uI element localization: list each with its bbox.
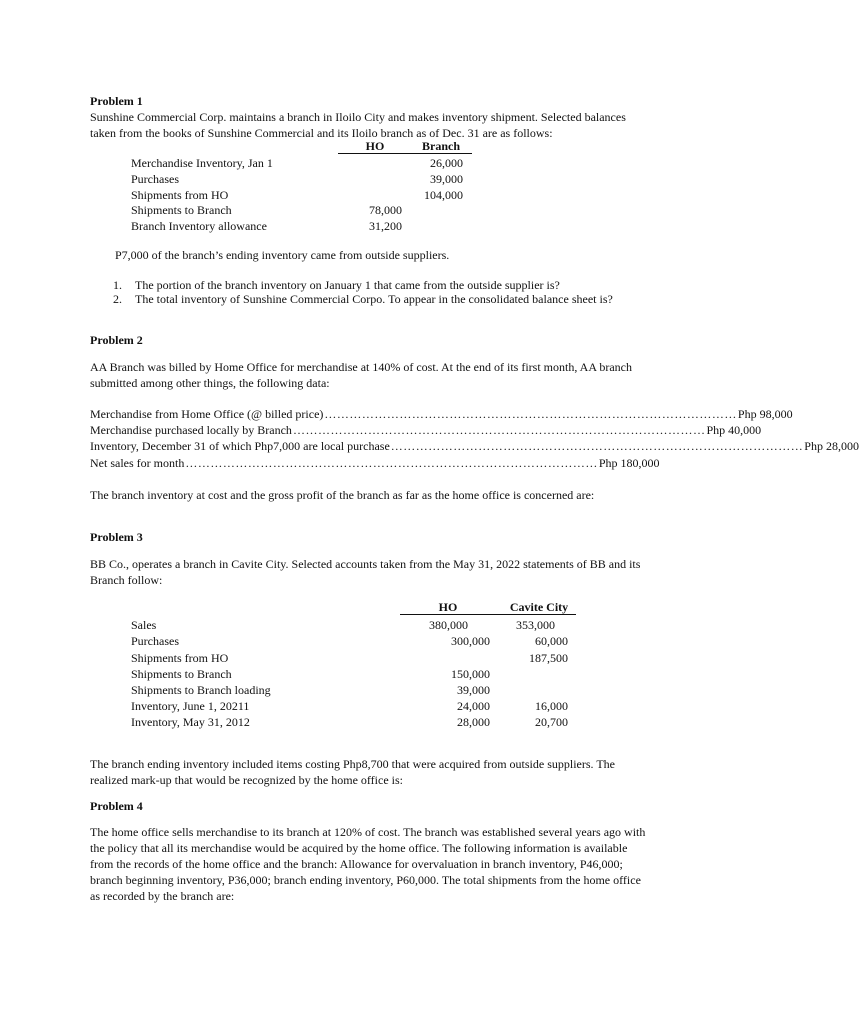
- problem3-row-branch: 353,000: [516, 618, 555, 632]
- problem3-row-label: Sales: [131, 618, 157, 632]
- problem2-question: The branch inventory at cost and the gross profit of the branch as far as the home office is concerned are:: [90, 488, 595, 502]
- dot-leader: ………………………………………………………………………………………: [292, 423, 706, 437]
- problem4-line: branch beginning inventory, P36,000; branch ending inventory, P60,000. The total shipments from the home office: [90, 873, 641, 887]
- problem1-note: P7,000 of the branch’s ending inventory came from outside suppliers.: [115, 248, 450, 262]
- dot-leader: ………………………………………………………………………………………: [390, 439, 804, 453]
- problem1-row-branch: 39,000: [430, 172, 463, 186]
- problem3-col-branch: Cavite City: [509, 600, 569, 614]
- problem1-row-ho: 78,000: [369, 203, 402, 217]
- problem1-row-label: Merchandise Inventory, Jan 1: [131, 156, 273, 170]
- problem3-row-label: Inventory, June 1, 20211: [131, 699, 250, 713]
- problem3-row-ho: 24,000: [457, 699, 490, 713]
- problem4-line: the policy that all its merchandise would be acquired by the home office. The following information is available: [90, 841, 628, 855]
- problem1-row-label: Shipments to Branch: [131, 203, 232, 217]
- problem3-intro-line2: Branch follow:: [90, 573, 163, 587]
- item-label: Net sales for month: [90, 456, 185, 470]
- problem2-item: [90, 455, 660, 471]
- problem3-row-label: Purchases: [131, 634, 179, 648]
- problem4-line: from the records of the home office and the branch: Allowance for overvaluation in branch inventory, P46,000;: [90, 857, 623, 871]
- problem2-intro-line1: AA Branch was billed by Home Office for merchandise at 140% of cost. At the end of its first month, AA branch: [90, 360, 632, 374]
- problem3-row-ho: 39,000: [457, 683, 490, 697]
- problem1-title: Problem 1: [90, 94, 143, 108]
- problem1-row-label: Purchases: [131, 172, 179, 186]
- problem1-intro-line2: taken from the books of Sunshine Commercial and its Iloilo branch as of Dec. 31 are as follows:: [90, 126, 553, 140]
- problem4-line: The home office sells merchandise to its branch at 120% of cost. The branch was established several years ago with: [90, 825, 646, 839]
- problem1-row-branch: 26,000: [430, 156, 463, 170]
- problem1-question-item: [113, 291, 613, 307]
- problem4-title: Problem 4: [90, 799, 143, 813]
- problem1-intro-line1: Sunshine Commercial Corp. maintains a branch in Iloilo City and makes inventory shipment. Selected balances: [90, 110, 626, 124]
- problem1-row-label: Branch Inventory allowance: [131, 219, 267, 233]
- item-value: Php 180,000: [598, 456, 660, 470]
- problem2-title: Problem 2: [90, 333, 143, 347]
- problem3-row-label: Shipments to Branch loading: [131, 683, 271, 697]
- question-number: 2.: [113, 292, 122, 306]
- problem3-row-branch: 60,000: [535, 634, 568, 648]
- problem3-header-rule: [400, 614, 576, 615]
- problem2-item: [90, 406, 793, 422]
- problem3-col-ho: HO: [438, 600, 458, 614]
- problem4-line: as recorded by the branch are:: [90, 889, 235, 903]
- problem3-row-ho: 300,000: [451, 634, 490, 648]
- item-label: Inventory, December 31 of which Php7,000 are local purchase: [90, 439, 390, 453]
- problem3-row-ho: 150,000: [451, 667, 490, 681]
- problem3-row-label: Shipments to Branch: [131, 667, 232, 681]
- question-text: The total inventory of Sunshine Commercial Corpo. To appear in the consolidated balance sheet is?: [135, 292, 613, 306]
- item-value: Php 28,000: [804, 439, 859, 453]
- problem2-item: [90, 438, 859, 454]
- problem3-row-label: Inventory, May 31, 2012: [131, 715, 250, 729]
- question-number: 1.: [113, 278, 122, 292]
- problem2-intro-line2: submitted among other things, the following data:: [90, 376, 330, 390]
- problem3-row-ho: 28,000: [457, 715, 490, 729]
- problem3-row-branch: 16,000: [535, 699, 568, 713]
- item-label: Merchandise from Home Office (@ billed price): [90, 407, 324, 421]
- problem2-item: [90, 422, 762, 438]
- problem3-question-line1: The branch ending inventory included items costing Php8,700 that were acquired from outside suppliers. The: [90, 757, 615, 771]
- problem3-intro-line1: BB Co., operates a branch in Cavite City. Selected accounts taken from the May 31, 2022 statements of BB and its: [90, 557, 641, 571]
- dot-leader: ………………………………………………………………………………………: [185, 456, 598, 470]
- problem3-row-label: Shipments from HO: [131, 651, 229, 665]
- problem1-row-ho: 31,200: [369, 219, 402, 233]
- dot-leader: ………………………………………………………………………………………: [324, 407, 737, 421]
- item-value: Php 40,000: [706, 423, 762, 437]
- problem3-title: Problem 3: [90, 530, 143, 544]
- problem1-col-branch: Branch: [421, 139, 460, 153]
- problem3-row-branch: 20,700: [535, 715, 568, 729]
- item-value: Php 98,000: [737, 407, 793, 421]
- item-label: Merchandise purchased locally by Branch: [90, 423, 292, 437]
- problem1-row-branch: 104,000: [424, 188, 463, 202]
- problem1-row-label: Shipments from HO: [131, 188, 229, 202]
- problem1-col-ho: HO: [365, 139, 385, 153]
- problem3-row-branch: 187,500: [529, 651, 568, 665]
- question-text: The portion of the branch inventory on January 1 that came from the outside supplier is?: [135, 278, 560, 292]
- problem3-row-ho: 380,000: [429, 618, 468, 632]
- problem3-question-line2: realized mark-up that would be recognized by the home office is:: [90, 773, 403, 787]
- problem1-header-rule: [338, 153, 472, 154]
